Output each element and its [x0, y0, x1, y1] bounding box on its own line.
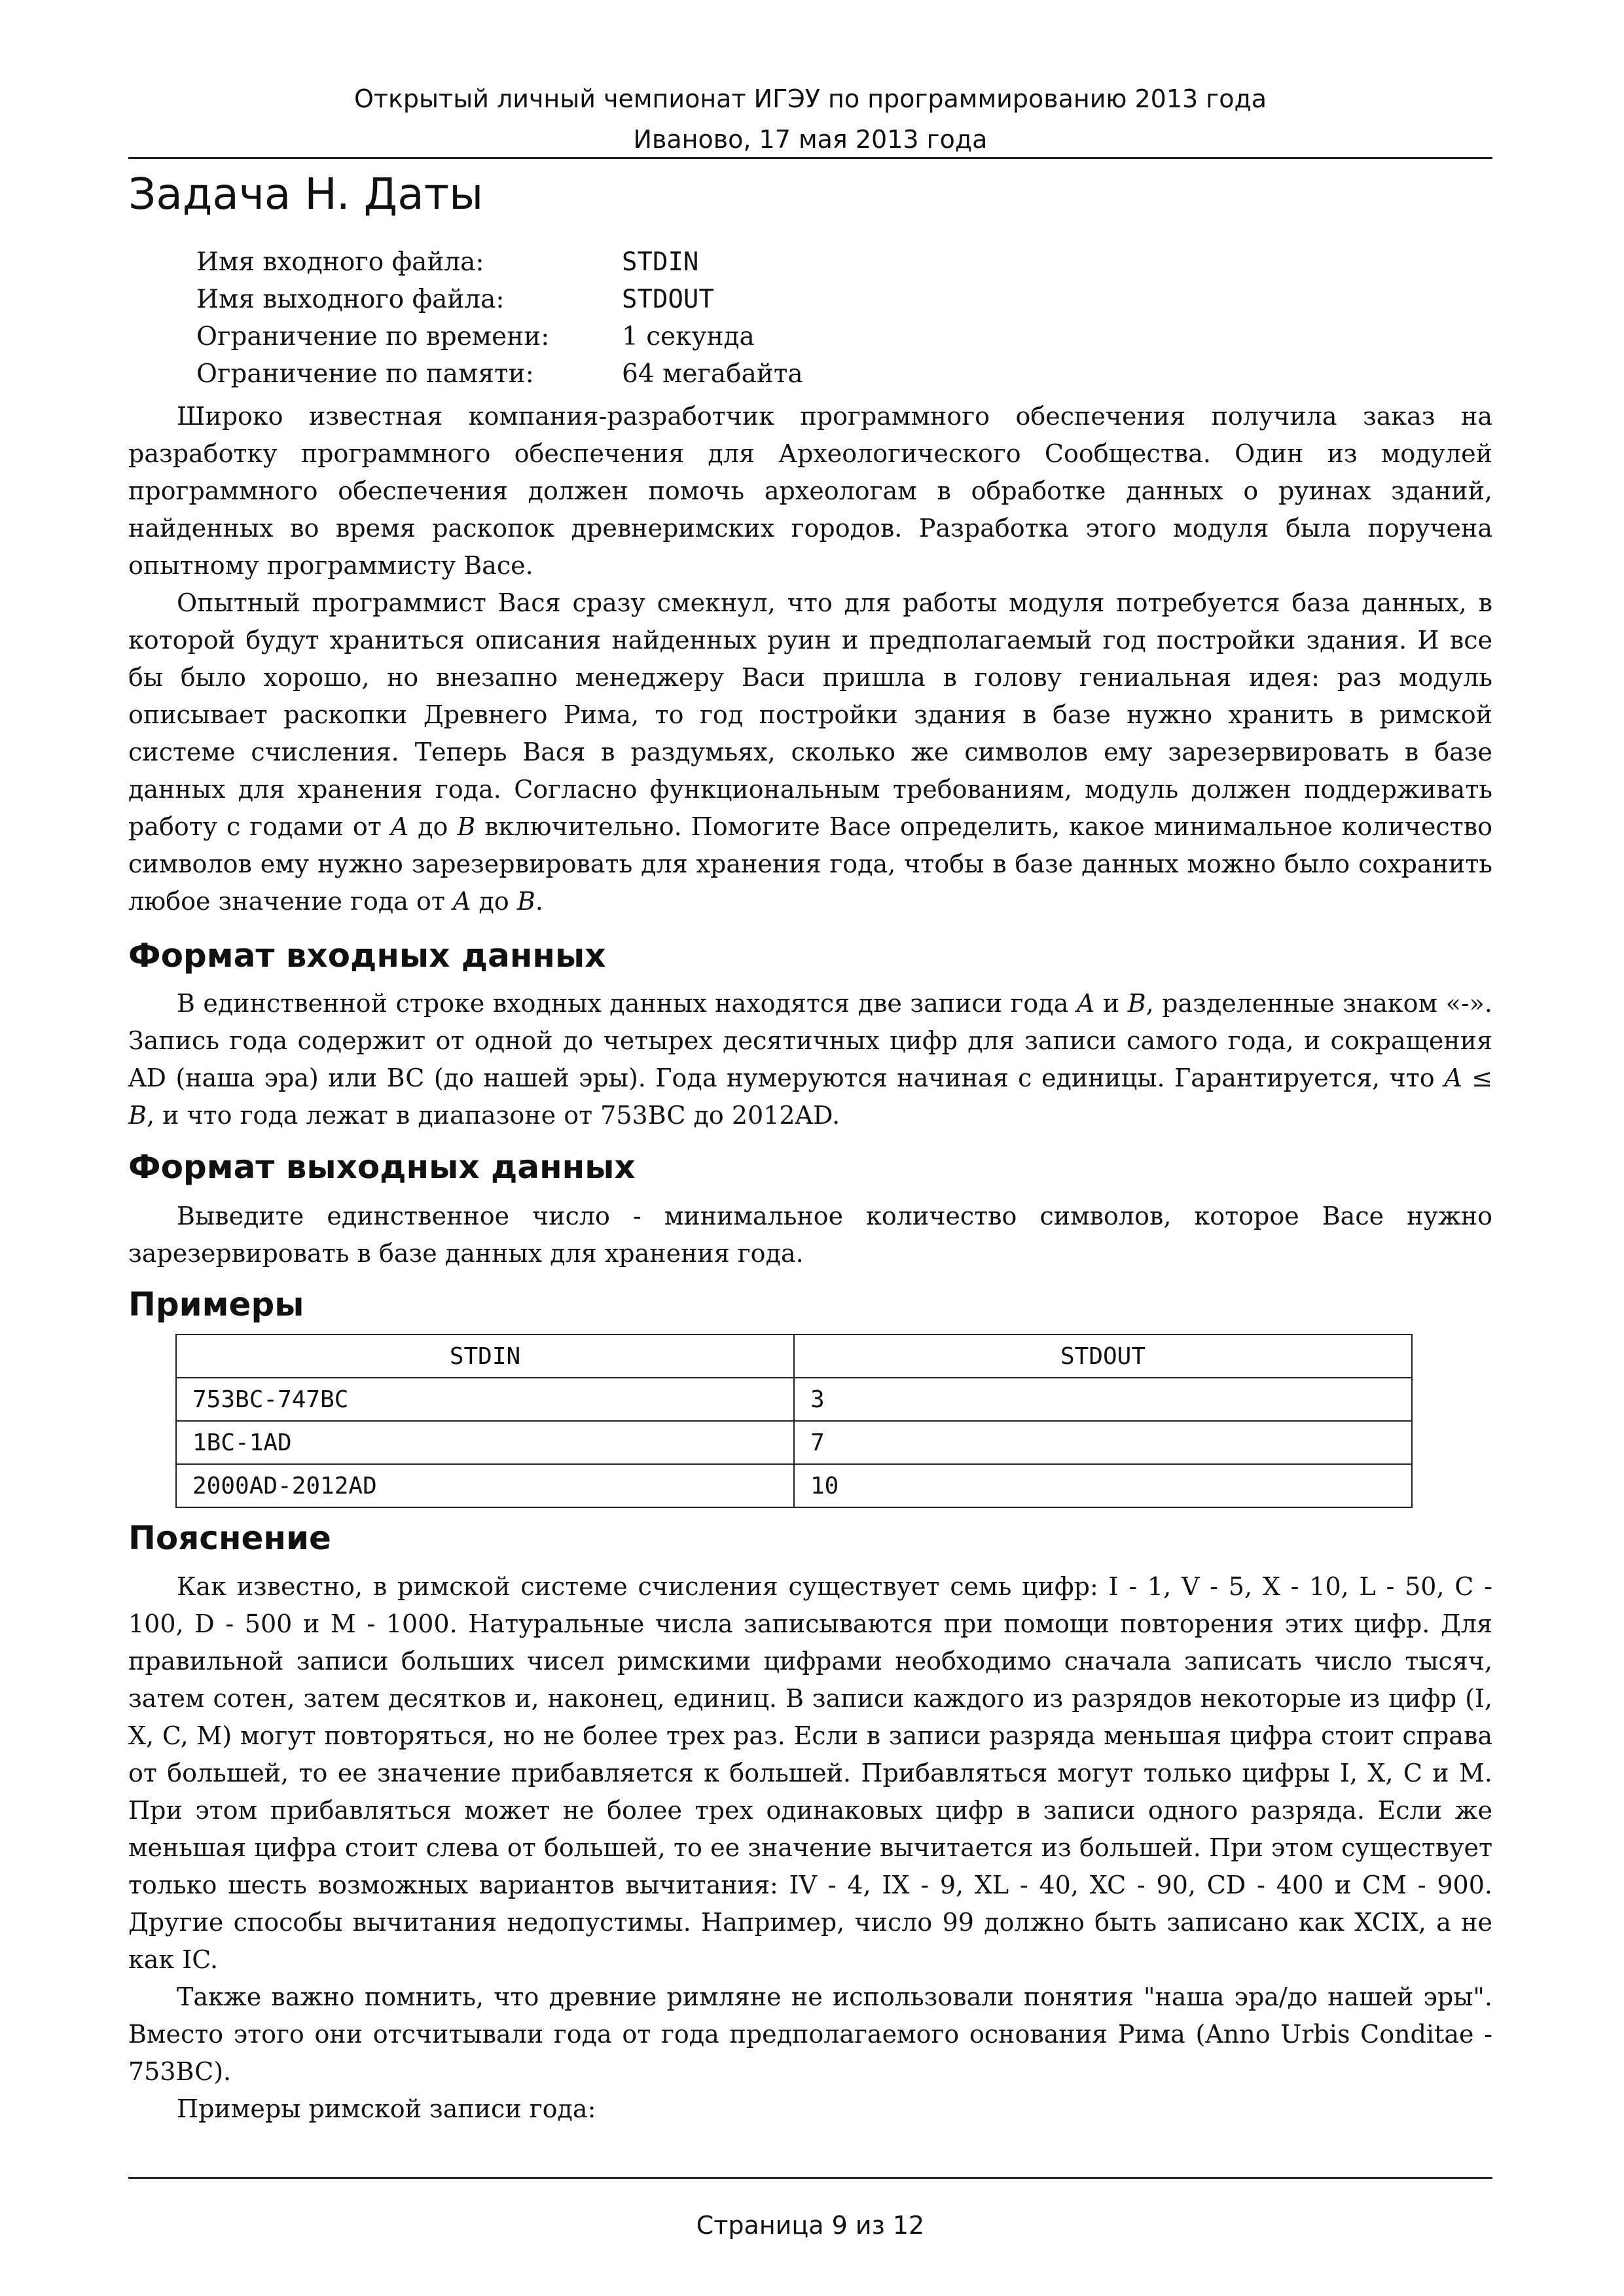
task-title: Задача H. Даты: [128, 169, 484, 219]
examples-table: [175, 1334, 1413, 1508]
explanation: [128, 1568, 1492, 2128]
limit-row: [196, 281, 803, 318]
statement: [128, 398, 1492, 920]
footer-rule: [128, 2177, 1492, 2179]
limit-label: Ограничение по памяти:: [196, 359, 534, 389]
example-output: 10: [794, 1464, 1412, 1507]
limit-label: Имя входного файла:: [196, 247, 484, 277]
explanation-heading: Пояснение: [128, 1519, 331, 1557]
limit-row: [196, 243, 803, 281]
input-format-heading: Формат входных данных: [128, 937, 606, 975]
limit-value: 1 секунда: [622, 322, 755, 351]
variable-a: A: [453, 887, 471, 916]
input-text: , и что года лежат в диапазоне от 753BC до 2012AD.: [146, 1101, 840, 1130]
variable-b: B: [516, 887, 535, 916]
explanation-paragraph-2: Также важно помнить, что древние римляне не использовали понятия "наша эра/до нашей эры". Вместо этого они отсчитывали года от года предполагаемого основания Рима (Anno Urbis Conditae - 753BC).: [128, 1982, 1492, 2086]
limit-label: Имя выходного файла:: [196, 285, 505, 314]
examples-heading: Примеры: [128, 1285, 304, 1323]
limit-row: [196, 318, 803, 355]
column-header-stdin: STDIN: [176, 1335, 794, 1378]
example-input: 1BC-1AD: [176, 1421, 794, 1464]
statement-text: до: [408, 812, 458, 841]
table-row: [176, 1464, 1412, 1507]
table-header-row: [176, 1335, 1412, 1378]
input-text: и: [1094, 989, 1128, 1018]
input-text: , разделенные знаком «-». Запись года содержит от одной до четырех десятичных цифр для записи самого года, и сокращения AD (наша эра) или BC (до нашей эры). Года нумеруются начиная с единицы. Гарантируется, что: [128, 989, 1493, 1092]
explanation-paragraph-1: Как известно, в римской системе счисления существует семь цифр: I - 1, V - 5, X - 10, L - 50, C - 100, D - 500 и M - 1000. Натуральные числа записываются при помощи повторения этих цифр. Для правильной записи больших чисел римскими цифрами необходимо сначала записать число тысяч, затем сотен, затем десятков и, наконец, единиц. В записи каждого из разрядов некоторые из цифр (I, X, C, M) могут повторяться, но не более трех раз. Если в записи разряда меньшая цифра стоит справа от большей, то ее значение прибавляется к большей. Прибавляться могут только цифры I, X, C и M. При этом прибавляться может не более трех одинаковых цифр в записи одного разряда. Если же меньшая цифра стоит слева от большей, то ее значение вычитается из большей. При этом существует только шесть возможных вариантов вычитания: IV - 4, IX - 9, XL - 40, XC - 90, CD - 400 и CM - 900. Другие способы вычитания недопустимы. Например, число 99 должно быть записано как XCIX, а не как IC.: [128, 1572, 1492, 1974]
limit-value: 64 мегабайта: [622, 359, 803, 389]
statement-text: .: [535, 887, 543, 916]
variable-b: B: [1127, 989, 1146, 1018]
limit-value: STDIN: [622, 247, 699, 277]
header-rule: [128, 157, 1492, 159]
column-header-stdout: STDOUT: [794, 1335, 1412, 1378]
statement-text: до: [471, 887, 517, 916]
variable-a: A: [1076, 989, 1095, 1018]
example-output: 7: [794, 1421, 1412, 1464]
limits-block: [196, 243, 803, 393]
input-format-paragraph: [128, 985, 1492, 1134]
statement-paragraph-1: Широко известная компания-разработчик программного обеспечения получила заказ на разработку программного обеспечения для Археологического Сообщества. Один из модулей программного обеспечения должен помочь археологам в обработке данных о руинах зданий, найденных во время раскопок древнеримских городов. Разработка этого модуля была поручена опытному программисту Васе.: [128, 402, 1492, 580]
example-input: 753BC-747BC: [176, 1378, 794, 1421]
output-format-paragraph: Выведите единственное число - минимальное количество символов, которое Васе нужно зарезервировать в базе данных для хранения года.: [128, 1202, 1492, 1268]
limit-value: STDOUT: [622, 285, 714, 314]
page-header: [128, 79, 1492, 160]
example-output: 3: [794, 1378, 1412, 1421]
input-format-text: [128, 985, 1492, 1134]
statement-text: включительно. Помогите Васе определить, какое минимальное количество символов ему нужно зарезервировать для хранения года, чтобы в базе данных можно было сохранить любое значение года от: [128, 812, 1493, 916]
header-line-1: Открытый личный чемпионат ИГЭУ по программированию 2013 года: [353, 84, 1267, 113]
output-format-heading: Формат выходных данных: [128, 1148, 636, 1186]
input-text: В единственной строке входных данных находятся две записи года: [177, 989, 1077, 1018]
header-line-2: Иваново, 17 мая 2013 года: [633, 125, 988, 154]
limit-label: Ограничение по времени:: [196, 322, 550, 351]
page-footer: Страница 9 из 12: [696, 2211, 925, 2240]
inequality: A ≤ B: [128, 1064, 1492, 1130]
limit-row: [196, 355, 803, 393]
statement-text: Опытный программист Вася сразу смекнул, что для работы модуля потребуется база данных, в которой будут храниться описания найденных руин и предполагаемый год постройки здания. И все бы было хорошо, но внезапно менеджеру Васи пришла в голову гениальная идея: раз модуль описывает раскопки Древнего Рима, то год постройки здания в базе нужно хранить в римской системе счисления. Теперь Вася в раздумьях, сколько же символов ему зарезервировать в базе данных для хранения года. Согласно функциональным требованиям, модуль должен поддерживать работу с годами от: [128, 588, 1492, 841]
table-row: [176, 1378, 1412, 1421]
output-format-text: [128, 1198, 1492, 1272]
example-input: 2000AD-2012AD: [176, 1464, 794, 1507]
table-row: [176, 1421, 1412, 1464]
variable-a: A: [390, 812, 409, 841]
variable-b: B: [457, 812, 476, 841]
explanation-paragraph-3: Примеры римской записи года:: [177, 2094, 596, 2123]
statement-paragraph-2: [128, 584, 1492, 920]
